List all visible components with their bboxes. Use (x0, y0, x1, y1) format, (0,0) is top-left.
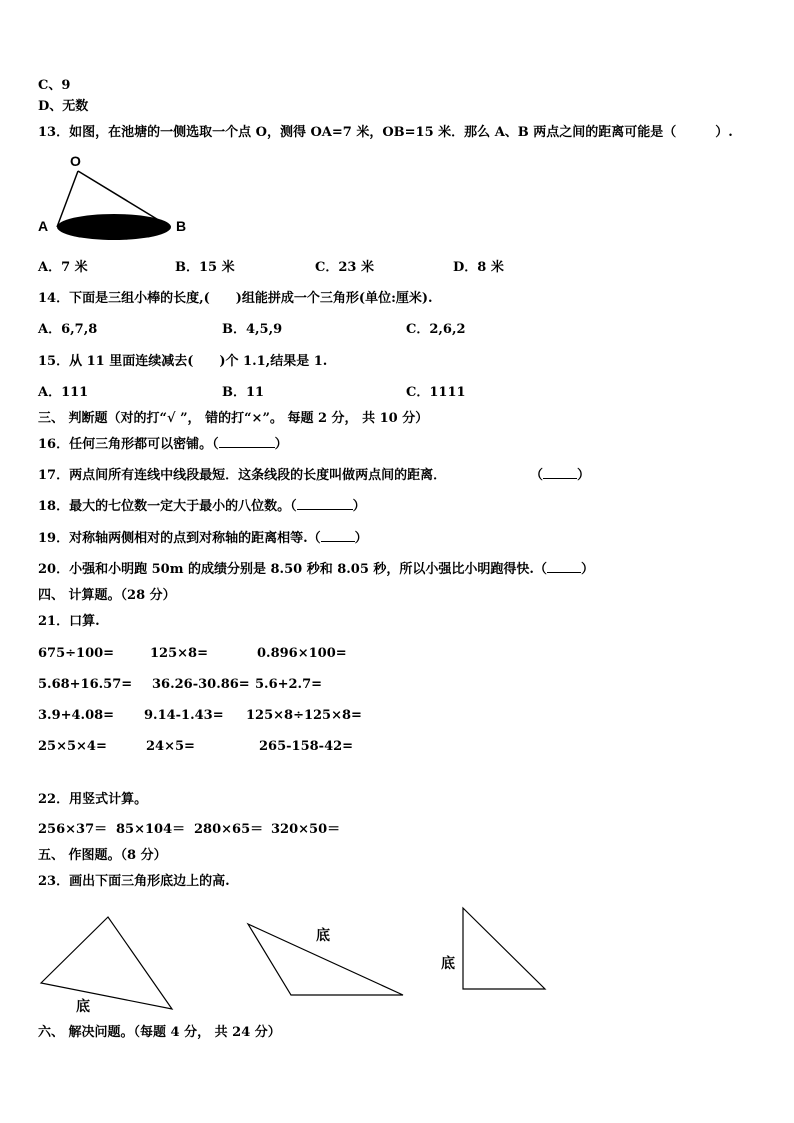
calc-item: 25×5×4= (38, 739, 107, 754)
vertical-calc-item: 85×104＝ (116, 822, 186, 837)
point-b-label: B (176, 218, 187, 234)
base-label-1: 底 (76, 999, 90, 1015)
q15-option-c: C．1111 (406, 385, 466, 400)
calc-item: 5.6+2.7= (255, 677, 323, 692)
question-15: 15．从 11 里面连续减去( )个 1.1,结果是 1. (38, 354, 328, 369)
question-20-text: 20．小强和小明跑 50m 的成绩分别是 8.50 秒和 8.05 秒，所以小强比小明跑得快.（ (38, 562, 547, 577)
vertical-calc-item: 256×37＝ (38, 822, 108, 837)
question-20 (38, 562, 594, 578)
q17-answer (530, 468, 590, 484)
calc-item: 265-158-42= (259, 739, 354, 754)
question-18 (38, 499, 366, 515)
calc-item: 9.14-1.43= (144, 708, 224, 723)
option-d: D、无数 (38, 99, 89, 114)
answer-blank-18[interactable] (297, 509, 353, 510)
paren-open: （ (530, 468, 544, 483)
paren-close: ） (352, 499, 366, 514)
section-5-heading: 五、 作图题。（8 分） (38, 848, 167, 863)
calc-item: 3.9+4.08= (38, 708, 115, 723)
question-22: 22．用竖式计算。 (38, 792, 148, 807)
point-o-label: O (70, 153, 81, 169)
calc-item: 675÷100= (38, 646, 115, 661)
calc-item: 24×5= (146, 739, 195, 754)
q13-option-b: B．15 米 (175, 260, 235, 275)
q15-option-b: B．11 (222, 385, 265, 400)
vertical-calc-item: 280×65＝ (194, 822, 264, 837)
q14-option-b: B．4,5,9 (222, 322, 283, 337)
option-c: C、9 (38, 78, 71, 93)
calc-item: 36.26-30.86= (152, 677, 250, 692)
vertical-calc-item: 320×50＝ (271, 822, 341, 837)
question-23: 23．画出下面三角形底边上的高. (38, 874, 230, 889)
q13-option-d: D．8 米 (453, 260, 504, 275)
paren-close: ） (354, 531, 368, 546)
paren-close: ） (580, 562, 594, 577)
calc-item: 125×8÷125×8= (246, 708, 362, 723)
question-16-text: 16．任何三角形都可以密铺。（ (38, 437, 219, 452)
q13-option-c: C．23 米 (315, 260, 374, 275)
question-21: 21．口算. (38, 614, 100, 629)
paren-close: ） (274, 437, 288, 452)
q13-option-a: A．7 米 (38, 260, 88, 275)
question-19-text: 19．对称轴两侧相对的点到对称轴的距离相等.（ (38, 531, 321, 546)
question-13: 13．如图，在池塘的一侧选取一个点 O，测得 OA=7 米，OB=15 米．那么 A、B 两点之间的距离可能是（ ）. (38, 125, 733, 140)
calc-item: 125×8= (150, 646, 208, 661)
q14-option-c: C．2,6,2 (406, 322, 466, 337)
question-17: 17．两点间所有连线中线段最短．这条线段的长度叫做两点间的距离． (38, 468, 447, 483)
answer-blank-17[interactable] (543, 478, 577, 479)
question-16 (38, 437, 288, 453)
section-6-heading: 六、 解决问题。（每题 4 分， 共 24 分） (38, 1025, 281, 1040)
point-a-label: A (38, 218, 49, 234)
q15-option-a: A．111 (38, 385, 89, 400)
paren-close: ） (577, 468, 591, 483)
answer-blank-19[interactable] (321, 541, 355, 542)
section-4-heading: 四、 计算题。（28 分） (38, 588, 176, 603)
q14-option-a: A．6,7,8 (38, 322, 98, 337)
base-label-2: 底 (316, 928, 330, 944)
base-label-3: 底 (441, 956, 455, 972)
section-3-heading: 三、 判断题（对的打“√ ”， 错的打“×”。 每题 2 分， 共 10 分） (38, 411, 429, 426)
calc-item: 5.68+16.57= (38, 677, 133, 692)
answer-blank-20[interactable] (547, 572, 581, 573)
triangle-1 (41, 917, 172, 1009)
answer-blank-16[interactable] (219, 447, 275, 448)
calc-item: 0.896×100= (257, 646, 347, 661)
question-18-text: 18．最大的七位数一定大于最小的八位数。（ (38, 499, 297, 514)
question-19 (38, 531, 368, 547)
question-14: 14．下面是三组小棒的长度,( )组能拼成一个三角形(单位:厘米). (38, 291, 433, 306)
triangle-3 (463, 908, 545, 989)
